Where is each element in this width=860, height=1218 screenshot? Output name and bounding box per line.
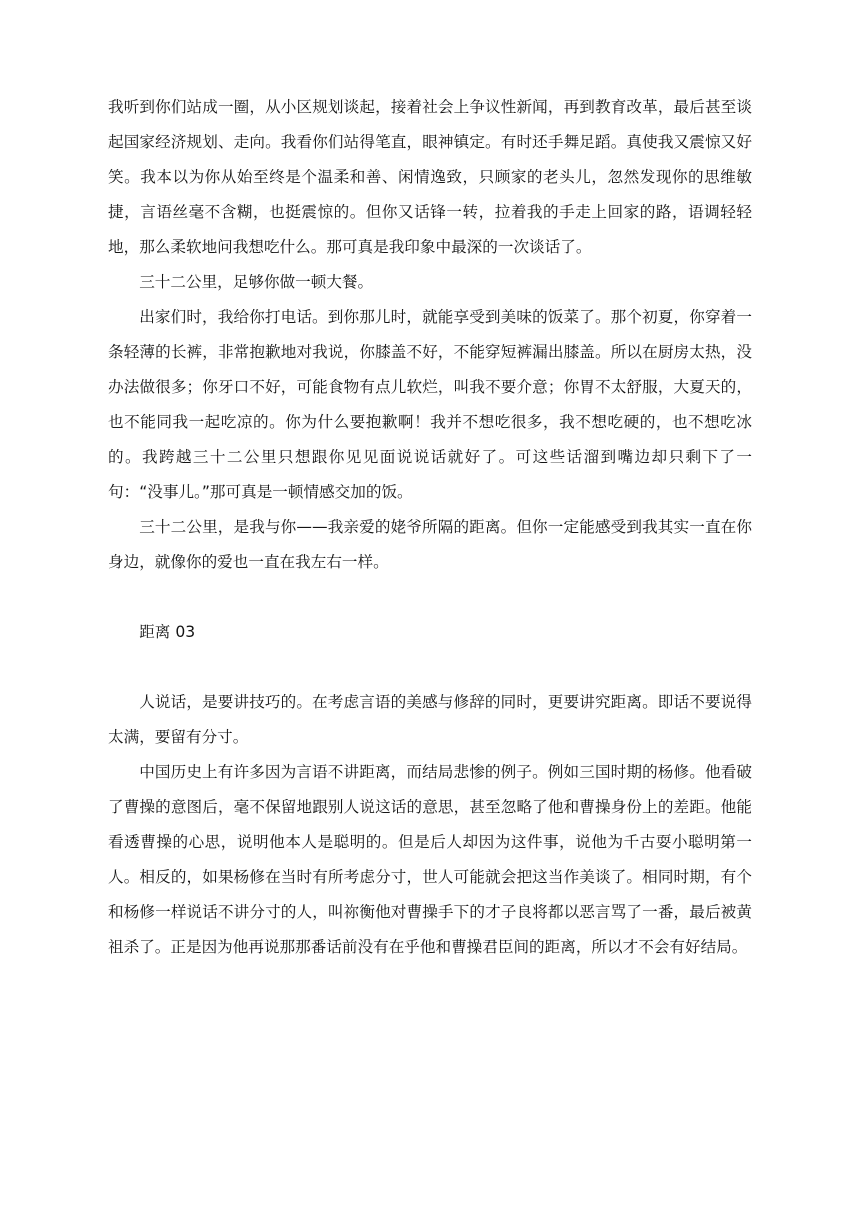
paragraph-32km-meal: 三十二公里，足够你做一顿大餐。 — [139, 273, 374, 291]
paragraph-conversation: 我听到你们站成一圈，从小区规划谈起，接着社会上争议性新闻，再到教育改革，最后甚至谈起国家经济规划、走向。我看你们站得笔直，眼神镇定。有时还手舞足蹈。真使我又震惊又好笑。我本以为你从始至终是个温柔和善、闲情逸致，只顾家的老头儿，忽然发现你的思维敏捷，言语丝毫不含糊，也挺震惊的。但你又话锋一转，拉着我的手走上回家的路，语调轻轻地，那么柔软地问我想吃什么。那可真是我印象中最深的一次谈话了。 — [108, 98, 752, 256]
paragraph-distance-grandpa: 三十二公里，是我与你——我亲爱的姥爷所隔的距离。但你一定能感受到我其实一直在你身边，就像你的爱也一直在我左右一样。 — [108, 518, 752, 571]
document-body — [108, 90, 752, 965]
section-spacer — [108, 650, 752, 685]
section-spacer — [108, 580, 752, 615]
paragraph-history-examples: 中国历史上有许多因为言语不讲距离，而结局悲惨的例子。例如三国时期的杨修。他看破了曹操的意图后，毫不保留地跟别人说这话的意思，甚至忽略了他和曹操身份上的差距。他能看透曹操的心思，说明他本人是聪明的。但是后人却因为这件事，说他为千古耍小聪明第一人。相反的，如果杨修在当时有所考虑分寸，世人可能就会把这当作美谈了。相同时期，有个和杨修一样说话不讲分寸的人，叫祢衡他对曹操手下的才子良将都以恶言骂了一番，最后被黄祖杀了。正是因为他再说那那番话前没有在乎他和曹操君臣间的距离，所以才不会有好结局。 — [108, 763, 752, 956]
section-heading: 距离 03 — [139, 623, 196, 641]
paragraph-phone-call: 出家们时，我给你打电话。到你那儿时，就能享受到美味的饭菜了。那个初夏，你穿着一条轻薄的长裤，非常抱歉地对我说，你膝盖不好，不能穿短裤漏出膝盖。所以在厨房太热，没办法做很多；你牙口不好，可能食物有点儿软烂，叫我不要介意；你胃不太舒服，大夏天的，也不能同我一起吃凉的。你为什么要抱歉啊！我并不想吃很多，我不想吃硬的，也不想吃冰的。我跨越三十二公里只想跟你见见面说说话就好了。可这些话溜到嘴边却只剩下了一句：“没事儿。”那可真是一顿情感交加的饭。 — [108, 308, 752, 501]
paragraph-speech-skill: 人说话，是要讲技巧的。在考虑言语的美感与修辞的同时，更要讲究距离。即话不要说得太满，要留有分寸。 — [108, 693, 752, 746]
